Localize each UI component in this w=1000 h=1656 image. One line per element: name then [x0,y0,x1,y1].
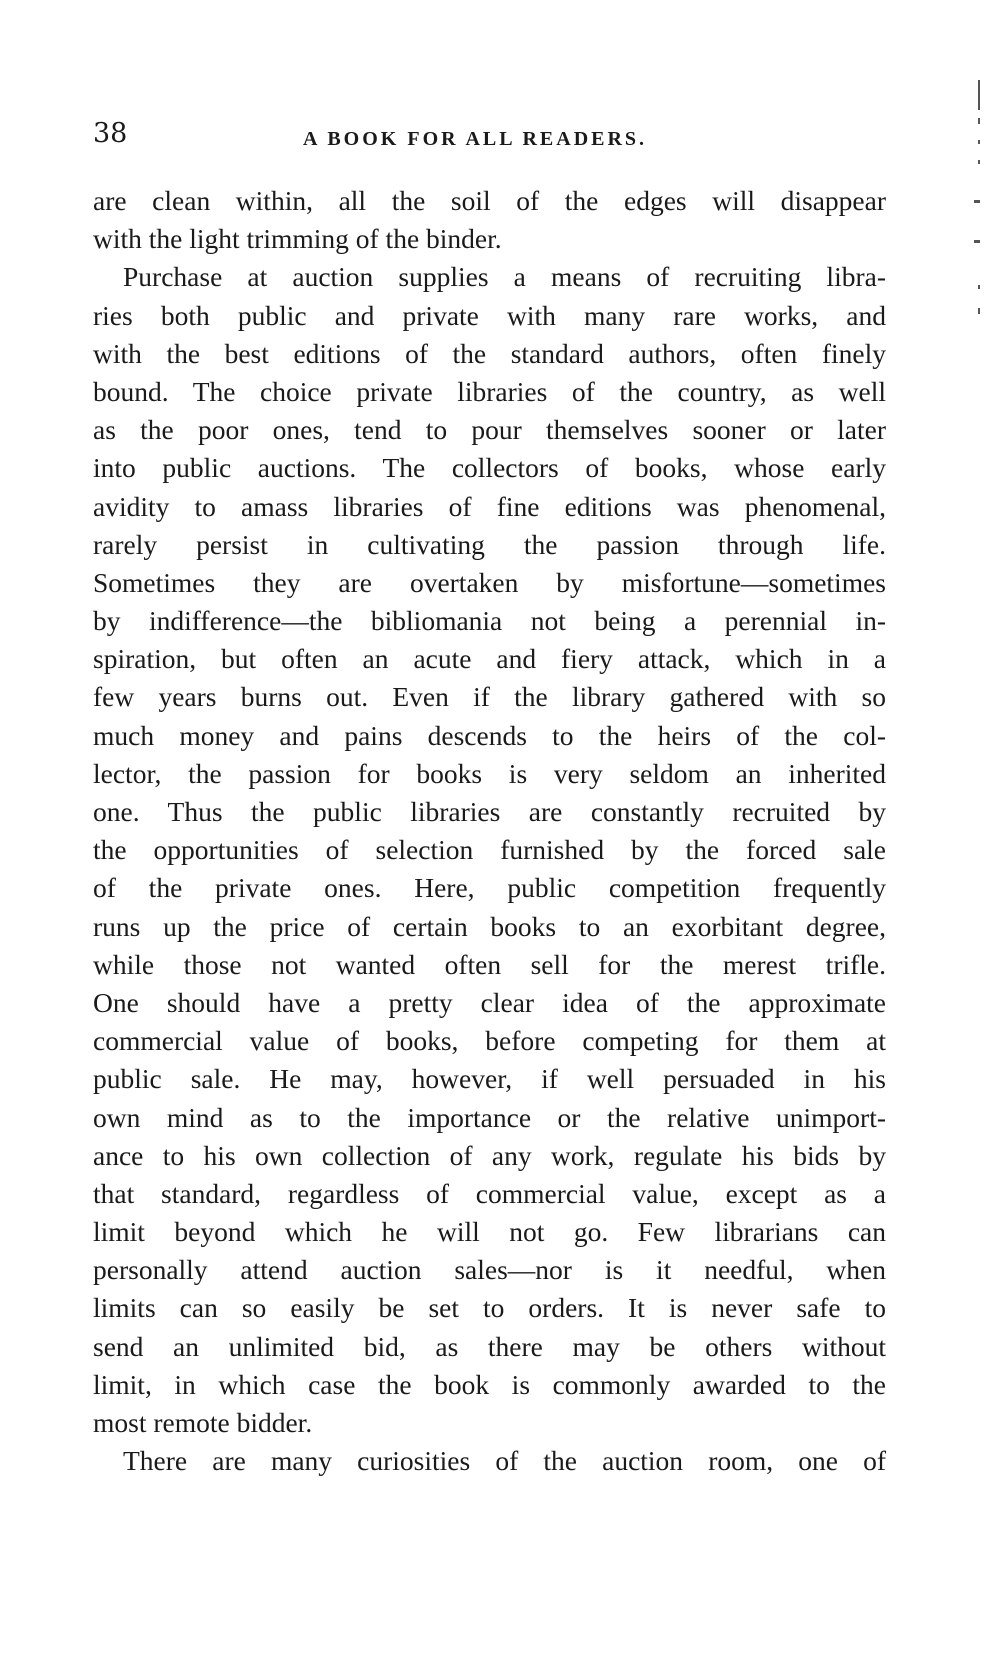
text-line: most remote bidder. [93,1407,313,1438]
text-line: There are many curiosities of the auction room, one of [123,1445,886,1477]
text-line: that standard, regardless of commercial value, except as a [93,1177,886,1209]
text-line: rarely persist in cultivating the passion through life. [93,528,886,560]
text-line: with the light trimming of the binder. [93,223,502,255]
text-line: are clean within, all the soil of the edges will disappear [93,185,886,216]
text-line: commercial value of books, before competing for them at [93,1025,886,1057]
text-line: avidity to amass libraries of fine editions was phenomenal, [93,490,886,522]
text-line: of the private ones. Here, public competition frequently [93,872,886,904]
text-line: spiration, but often an acute and fiery attack, which in a [93,643,886,675]
body-text [93,182,886,1480]
text-line: own mind as to the importance or the relative unimport- [93,1101,886,1133]
text-line: ance to his own collection of any work, regulate his bids by [93,1139,886,1171]
text-line: limit beyond which he will not go. Few librarians can [93,1216,886,1248]
text-line: as the poor ones, tend to pour themselves sooner or later [93,414,886,446]
text-line: while those not wanted often sell for the merest trifle. [93,948,886,980]
text-line: the opportunities of selection furnished by the forced sale [93,834,886,866]
text-line: bound. The choice private libraries of the country, as well [93,375,886,407]
text-line: limits can so easily be set to orders. It is never safe to [93,1292,886,1324]
text-line: One should have a pretty clear idea of the approximate [93,986,886,1018]
page-header [93,118,893,158]
text-line: runs up the price of certain books to an exorbitant degree, [93,910,886,942]
text-line: ries both public and private with many rare works, and [93,299,886,331]
text-line: personally attend auction sales—nor is it needful, when [93,1254,886,1286]
margin-marks [974,80,988,340]
text-line: limit, in which case the book is commonly awarded to the [93,1368,886,1400]
text-line: few years burns out. Even if the library gathered with so [93,681,886,713]
text-line: much money and pains descends to the heirs of the col- [93,719,886,751]
text-line: by indifference—the bibliomania not being a perennial in- [93,605,886,637]
running-title: A BOOK FOR ALL READERS. [303,128,648,150]
text-line: public sale. He may, however, if well persuaded in his [93,1063,886,1095]
text-line: with the best editions of the standard authors, often finely [93,337,886,369]
text-line: Sometimes they are overtaken by misfortune—sometimes [93,566,886,598]
text-line: Purchase at auction supplies a means of recruiting libra- [123,261,886,293]
text-line: into public auctions. The collectors of books, whose early [93,452,886,484]
text-line: send an unlimited bid, as there may be others without [93,1330,886,1362]
page-number: 38 [93,118,128,149]
text-line: one. Thus the public libraries are constantly recruited by [93,796,886,827]
text-line: lector, the passion for books is very seldom an inherited [93,757,886,789]
